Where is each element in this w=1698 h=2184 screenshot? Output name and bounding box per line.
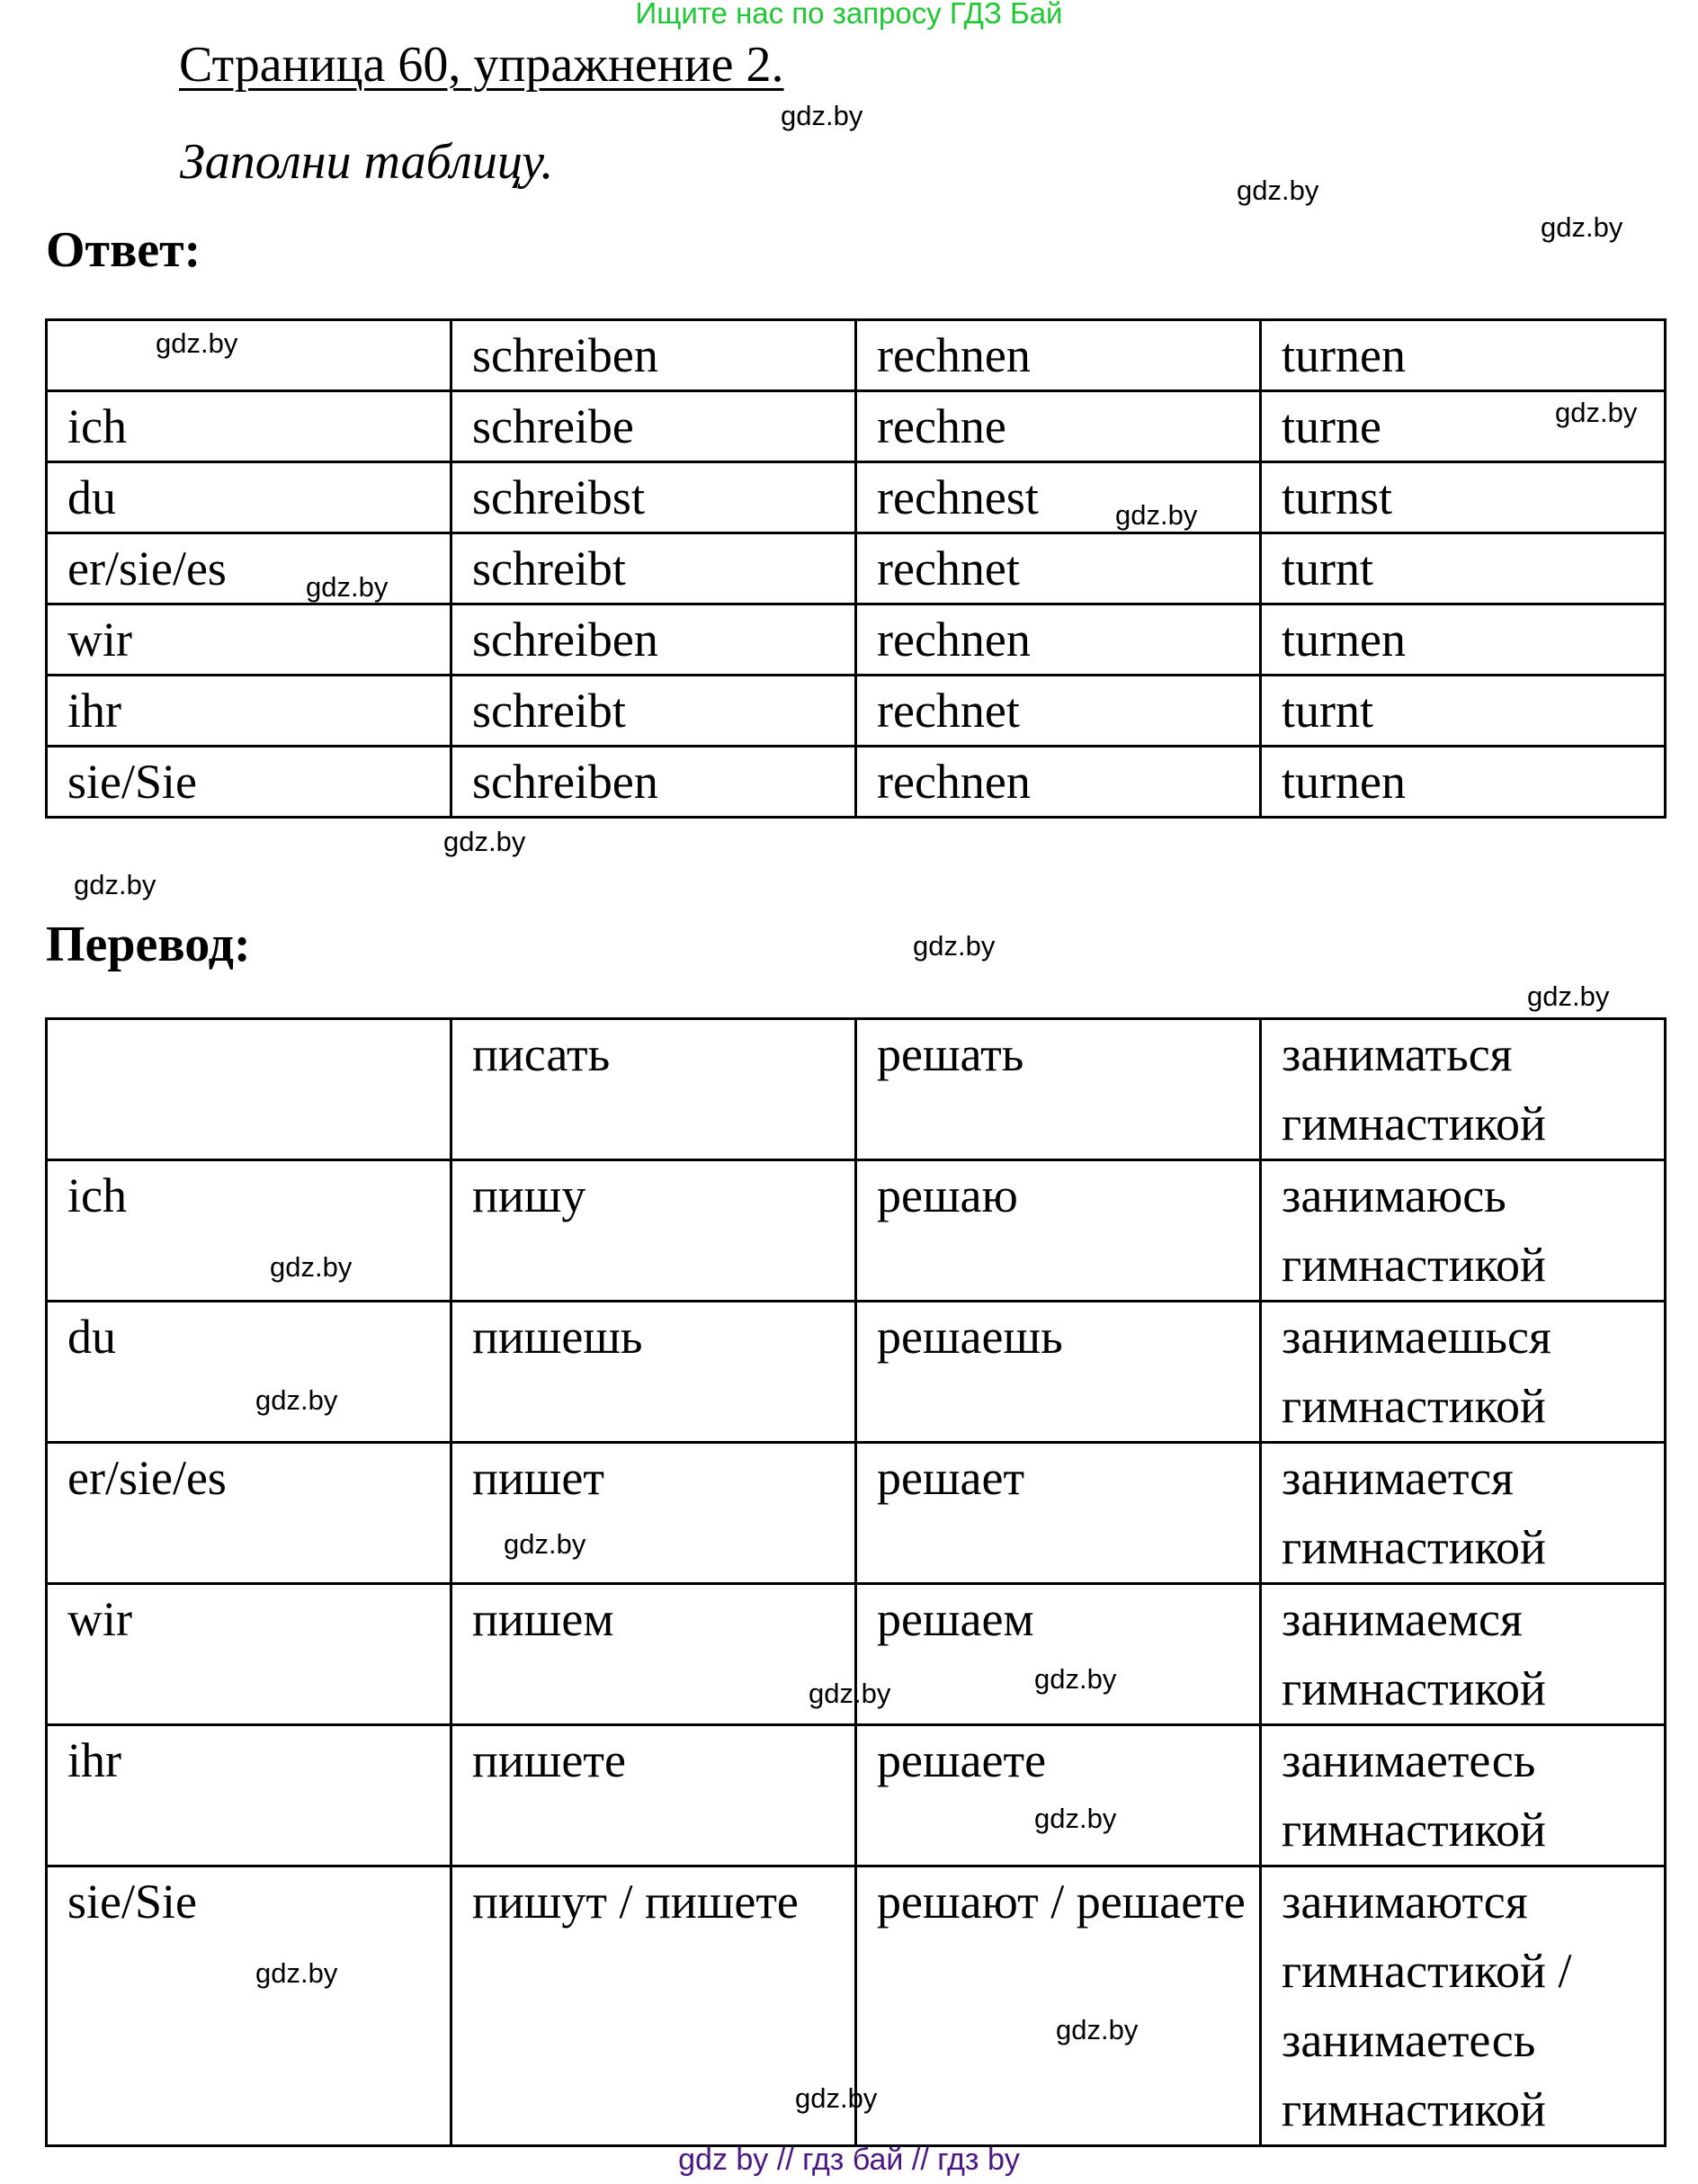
- watermark: gdz.by: [156, 327, 238, 359]
- watermark: gdz.by: [1034, 1663, 1117, 1695]
- table-cell: turne: [1261, 391, 1666, 462]
- table-cell: пишут / пишете: [451, 1866, 856, 2146]
- table-cell: rechnet: [856, 676, 1261, 747]
- table-row: [47, 747, 1666, 818]
- watermark: gdz.by: [809, 1678, 891, 1709]
- table-cell: занимаетесь гимнастикой: [1261, 1725, 1666, 1866]
- table-cell: du: [47, 462, 451, 533]
- page-title: Страница 60, упражнение 2.: [179, 37, 784, 93]
- table-cell: schreibt: [451, 676, 856, 747]
- table-cell: sie/Sie: [47, 747, 451, 818]
- task-text: Заполни таблицу.: [180, 134, 554, 190]
- watermark: gdz.by: [781, 100, 863, 131]
- table-cell: ich: [47, 391, 451, 462]
- watermark: gdz.by: [1555, 397, 1638, 428]
- table-cell: пишем: [451, 1584, 856, 1725]
- table-cell: schreibt: [451, 533, 856, 604]
- table-cell: turnen: [1261, 604, 1666, 676]
- table-cell: ich: [47, 1160, 451, 1302]
- table-cell: turnt: [1261, 676, 1666, 747]
- watermark: gdz.by: [913, 930, 996, 962]
- table-cell: решают / решаете: [856, 1866, 1261, 2146]
- table-cell: schreibst: [451, 462, 856, 533]
- watermark: gdz.by: [1115, 499, 1198, 531]
- table-cell: заниматься гимнастикой: [1261, 1019, 1666, 1160]
- watermark: gdz.by: [1034, 1803, 1117, 1834]
- table-row: [47, 462, 1666, 533]
- table-cell: du: [47, 1302, 451, 1443]
- table-cell: er/sie/es: [47, 533, 451, 604]
- table-cell: schreiben: [451, 320, 856, 391]
- table-cell: rechne: [856, 391, 1261, 462]
- table-row: [47, 391, 1666, 462]
- table-cell: turnst: [1261, 462, 1666, 533]
- table-row: [47, 320, 1666, 391]
- table-cell: занимаемся гимнастикой: [1261, 1584, 1666, 1725]
- table-cell: пишете: [451, 1725, 856, 1866]
- table-cell: пишешь: [451, 1302, 856, 1443]
- table-cell: er/sie/es: [47, 1443, 451, 1584]
- watermark: gdz.by: [1527, 980, 1610, 1012]
- table-cell: rechnen: [856, 747, 1261, 818]
- table-row: [47, 604, 1666, 676]
- table-cell: решать: [856, 1019, 1261, 1160]
- table-row: [47, 533, 1666, 604]
- table-cell: занимаюсь гимнастикой: [1261, 1160, 1666, 1302]
- table-cell: schreibe: [451, 391, 856, 462]
- table-cell: решаем: [856, 1584, 1261, 1725]
- answer-heading: Ответ:: [46, 222, 201, 278]
- table-cell: turnt: [1261, 533, 1666, 604]
- table-cell: решаете: [856, 1725, 1261, 1866]
- table-cell: писать: [451, 1019, 856, 1160]
- table-cell: [47, 320, 451, 391]
- table-cell: turnen: [1261, 320, 1666, 391]
- answer-table: [45, 318, 1667, 819]
- watermark: gdz.by: [1237, 175, 1319, 206]
- table-cell: schreiben: [451, 604, 856, 676]
- table-cell: занимаются гимнастикой / занимаетесь гимнастикой: [1261, 1866, 1666, 2146]
- table-cell: решаю: [856, 1160, 1261, 1302]
- table-row: [47, 676, 1666, 747]
- table-row: [47, 1443, 1666, 1584]
- table-row: [47, 1019, 1666, 1160]
- watermark: gdz.by: [504, 1528, 586, 1560]
- table-cell: решаешь: [856, 1302, 1261, 1443]
- watermark: gdz.by: [270, 1251, 353, 1283]
- watermark: gdz.by: [1541, 211, 1623, 243]
- watermark: gdz.by: [306, 571, 389, 603]
- footer-links: gdz by // гдз бай // гдз by: [678, 2143, 1020, 2177]
- table-cell: [47, 1019, 451, 1160]
- translation-heading: Перевод:: [46, 917, 251, 972]
- watermark: gdz.by: [255, 1957, 338, 1989]
- table-cell: занимаешься гимнастикой: [1261, 1302, 1666, 1443]
- table-row: [47, 1725, 1666, 1866]
- table-cell: wir: [47, 1584, 451, 1725]
- table-cell: wir: [47, 604, 451, 676]
- table-cell: schreiben: [451, 747, 856, 818]
- table-cell: занимается гимнастикой: [1261, 1443, 1666, 1584]
- watermark: gdz.by: [1056, 2014, 1139, 2045]
- table-cell: ihr: [47, 1725, 451, 1866]
- watermark: gdz.by: [443, 826, 526, 857]
- watermark: gdz.by: [74, 869, 156, 900]
- table-cell: решает: [856, 1443, 1261, 1584]
- table-cell: rechnest: [856, 462, 1261, 533]
- search-banner: Ищите нас по запросу ГДЗ Бай: [635, 0, 1063, 30]
- table-cell: turnen: [1261, 747, 1666, 818]
- table-cell: пишу: [451, 1160, 856, 1302]
- table-cell: ihr: [47, 676, 451, 747]
- watermark: gdz.by: [255, 1384, 338, 1416]
- table-cell: пишет: [451, 1443, 856, 1584]
- table-cell: rechnen: [856, 320, 1261, 391]
- table-row: [47, 1302, 1666, 1443]
- watermark: gdz.by: [795, 2082, 878, 2114]
- table-cell: rechnen: [856, 604, 1261, 676]
- table-cell: sie/Sie: [47, 1866, 451, 2146]
- table-cell: rechnet: [856, 533, 1261, 604]
